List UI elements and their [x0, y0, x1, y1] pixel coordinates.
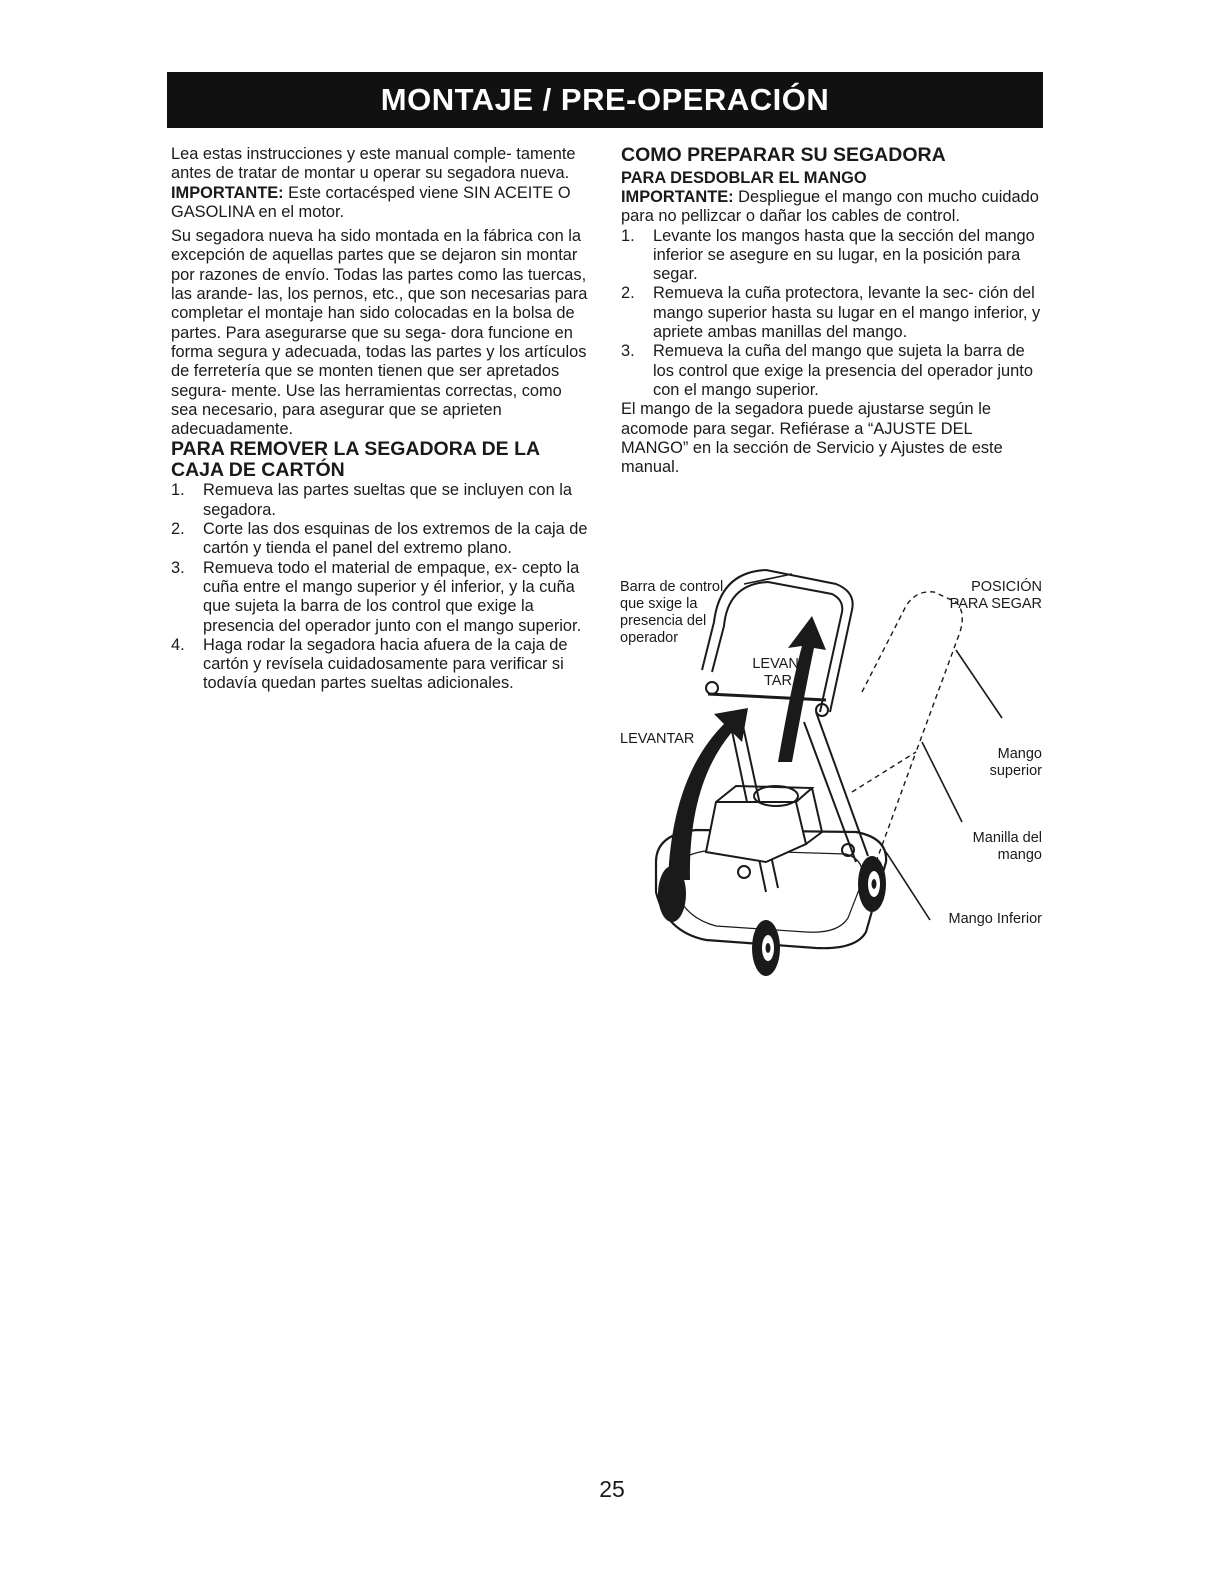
important-text: Despliegue el mango con mucho cuidado para no pellizcar o dañar los cables de control. [621, 188, 1039, 226]
important-note [621, 188, 1041, 227]
list-item [171, 559, 591, 636]
important-label: IMPORTANTE: [171, 183, 284, 202]
closing-paragraph: El mango de la segadora puede ajustarse según le acomode para segar. Refiérase a “AJUSTE DEL MANGO” en la sección de Servicio y Ajustes de este manual. [621, 400, 1003, 477]
right-column [621, 145, 1041, 477]
mower-handle-figure [616, 562, 1048, 982]
step-text: Haga rodar la segadora hacia afuera de la caja de cartón y revísela cuidadosamente para verificar si todavía quedan partes sueltas adicionales. [203, 635, 568, 693]
step-number: 2. [621, 284, 635, 303]
label-lower-handle: Mango Inferior [948, 911, 1042, 927]
step-number: 1. [171, 481, 185, 500]
step-text: Levante los mangos hasta que la sección del mango inferior se asegure en su lugar, en la posición para segar. [653, 226, 1035, 284]
page-number: 25 [599, 1476, 625, 1502]
unfold-steps-list [621, 227, 1041, 401]
subsection-heading-unfold: PARA DESDOBLAR EL MANGO [621, 169, 867, 187]
step-number: 1. [621, 226, 635, 245]
step-number: 4. [171, 635, 185, 654]
list-item [171, 520, 591, 559]
important-text: Este cortacésped viene SIN ACEITE O GASOLINA en el motor. [171, 183, 571, 221]
step-number: 3. [171, 558, 185, 577]
step-text: Remueva las partes sueltas que se incluyen con la segadora. [203, 481, 572, 519]
label-handle-knob: Manilla del mango [972, 830, 1042, 863]
section-banner [167, 72, 1043, 128]
list-item [621, 227, 1041, 285]
step-text: Remueva todo el material de empaque, ex- cepto la cuña entre el mango superior y él inferior, y la cuña que sujeta la barra de los control que exige la presencia del operador junto con el mango superior. [203, 558, 582, 635]
body-paragraph: Su segadora nueva ha sido montada en la fábrica con la excepción de aquellas partes que se dejaron sin montar por razones de envío. Todas las partes como las tuercas, las arande- las, los pernos, etc., que son necesarias para completar el montaje han sido colocadas en la bolsa de partes. Para asegurarse que su sega- dora funcione en forma segura y adecuada, todas las partes y los artículos de ferretería que se monten tienen que ser apretados segura- mente. Use las herramientas correctas, como sea necesario, para asegurar que se aprieten adecuadamente. [171, 227, 588, 439]
intro-paragraph: Lea estas instrucciones y este manual comple- tamente antes de tratar de montar u operar su segadora nueva. [171, 145, 576, 183]
step-text: Remueva la cuña protectora, levante la sec- ción del mango superior hasta su lugar en el mango inferior, y apriete ambas manillas del mango. [653, 284, 1041, 342]
step-number: 3. [621, 342, 635, 361]
remove-steps-list [171, 481, 591, 693]
label-lift-lower: LEVANTAR [620, 731, 695, 747]
important-label: IMPORTANTE: [621, 188, 734, 206]
list-item [621, 342, 1041, 400]
section-heading-prepare: COMO PREPARAR SU SEGADORA [621, 144, 946, 166]
left-column [171, 145, 591, 694]
step-text: Remueva la cuña del mango que sujeta la barra de los control que exige la presencia del operador junto con el mango superior. [653, 342, 1033, 399]
list-item [171, 636, 591, 694]
important-note [171, 184, 591, 223]
page-title: MONTAJE / PRE-OPERACIÓN [380, 82, 830, 117]
label-lift-upper: LEVAN- TAR [752, 656, 804, 689]
list-item [171, 481, 591, 520]
label-mowing-position: POSICIÓN PARA SEGAR [949, 579, 1042, 612]
step-number: 2. [171, 520, 185, 539]
wheels [658, 856, 886, 976]
section-heading-remove: PARA REMOVER LA SEGADORA DE LA CAJA DE CARTÓN [171, 438, 540, 482]
label-upper-handle: Mango superior [989, 746, 1042, 779]
step-text: Corte las dos esquinas de los extremos de la caja de cartón y tienda el panel del extremo plano. [203, 520, 588, 558]
list-item [621, 284, 1041, 342]
label-control-bar: Barra de control que sxige la presencia del operador [620, 579, 724, 646]
